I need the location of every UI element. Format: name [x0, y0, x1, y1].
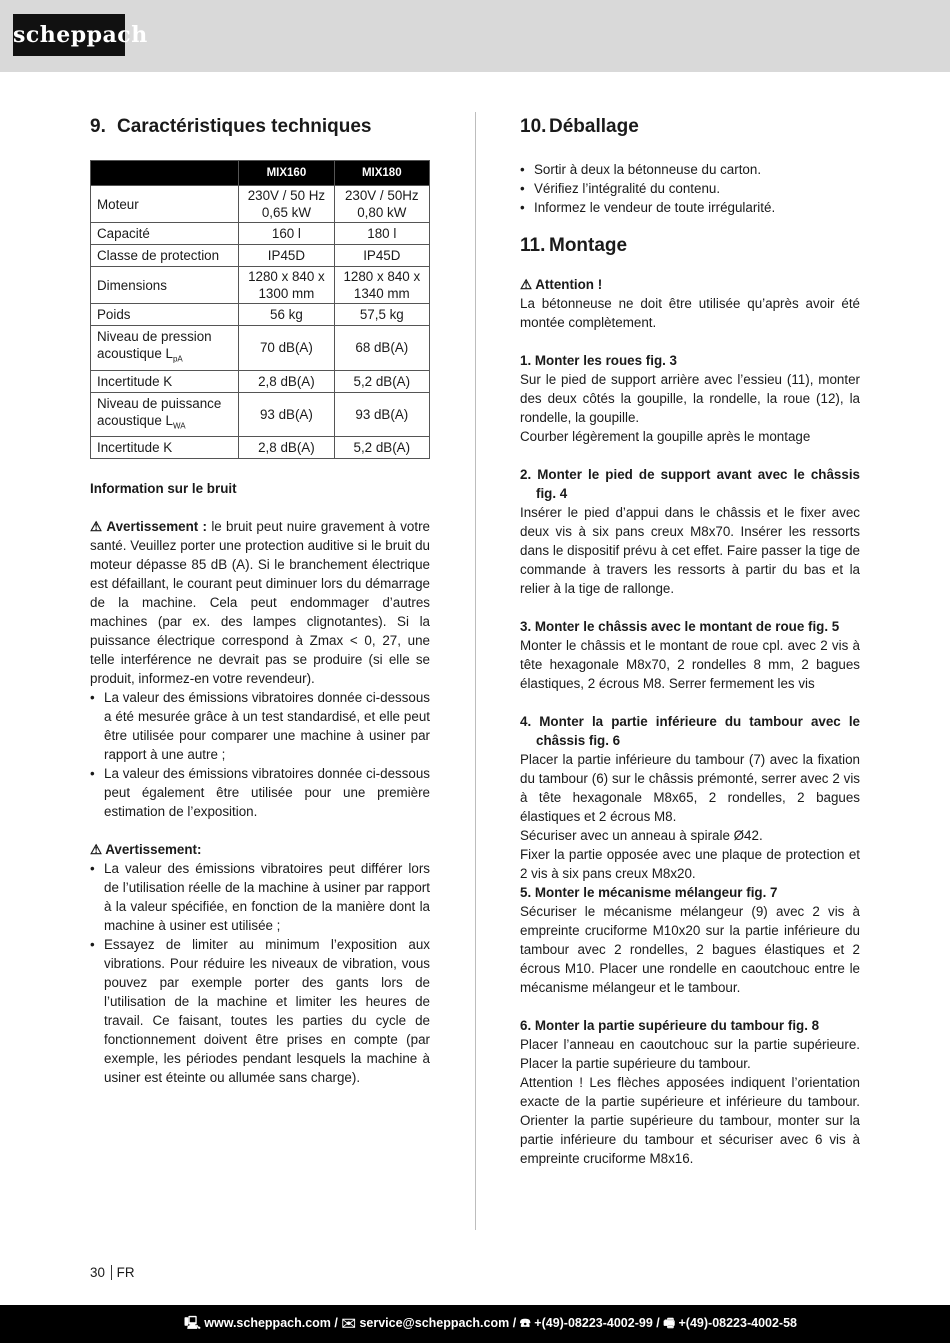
- table-row: [91, 223, 430, 245]
- list-item: • La valeur des émissions vibratoires donnée ci-dessous a été mesurée grâce à un test standardisé, et elle peut être utilisée pour comparer une machine à usiner par rapport à une autre ;: [90, 688, 430, 764]
- table-row: [91, 370, 430, 392]
- page-number: [90, 1265, 135, 1280]
- cell-mix180: 5,2 dB(A): [334, 370, 429, 392]
- list-item: • La valeur des émissions vibratoires peut différer lors de l’utilisation réelle de la machine à usiner par rapport à la valeur spécifiée, en fonction de la manière dont la machine à usiner est utilisée ;: [90, 859, 430, 935]
- list-item: • Vérifiez l’intégralité du contenu.: [520, 179, 860, 198]
- step-6-text: Placer l’anneau en caoutchouc sur la partie supérieure. Placer la partie supérieure du tambour.: [520, 1037, 860, 1071]
- row-label: Poids: [91, 304, 239, 326]
- row-label: Dimensions: [91, 267, 239, 304]
- fax-number: +(49)-08223-4002-58: [678, 1316, 797, 1330]
- warning-2-label: ⚠ Avertissement:: [90, 842, 202, 858]
- table-row: [91, 392, 430, 437]
- table-row: [91, 326, 430, 371]
- cell-mix180: 180 l: [334, 223, 429, 245]
- section-9-heading: [90, 116, 430, 146]
- cell-mix160: 160 l: [239, 223, 334, 245]
- table-header-row: [91, 161, 430, 186]
- footer-contacts: 🖳 www.scheppach.com / ✉ service@scheppach.com / ☎ +(49)-08223-4002-99 / 🖷 +(49)-08223-4002-58: [184, 1316, 797, 1330]
- section-title: Déballage: [549, 116, 639, 137]
- computer-icon: 🖳: [184, 1316, 201, 1330]
- cell-mix160: IP45D: [239, 245, 334, 267]
- step-4-text-2: Sécuriser avec un anneau à spirale Ø42.: [520, 828, 763, 843]
- noise-warning-paragraph: [90, 517, 430, 688]
- step-5-text: Sécuriser le mécanisme mélangeur (9) avec 2 vis à empreinte cruciforme M10x20 sur la partie inférieure du tambour avec 2 rondelles, 2 bagues élastiques et 2 écrous M10. Placer une rondelle en caoutchouc entre le mécanisme mélangeur et le tambour.: [520, 904, 860, 995]
- list-item: • Sortir à deux la bétonneuse du carton.: [520, 160, 860, 179]
- cell-mix160: 2,8 dB(A): [239, 437, 334, 459]
- cell-mix160: 1280 x 840 x 1300 mm: [239, 267, 334, 304]
- table-row: [91, 267, 430, 304]
- section-number: 10.: [520, 116, 547, 137]
- row-label: Incertitude K: [91, 437, 239, 459]
- header-bar: [0, 0, 950, 72]
- cell-mix160: 56 kg: [239, 304, 334, 326]
- email-icon: ✉: [341, 1316, 356, 1330]
- vibration-list-1: [90, 688, 430, 821]
- left-column: [90, 112, 430, 1087]
- table-header-cell: MIX160: [239, 161, 334, 186]
- row-label-text: Niveau de pression acoustique L: [97, 329, 212, 361]
- cell-mix180: 93 dB(A): [334, 392, 429, 437]
- step-3-title: 3. Monter le châssis avec le montant de roue fig. 5: [520, 619, 840, 634]
- column-divider: [475, 112, 476, 1230]
- list-item: • Informez le vendeur de toute irrégularité.: [520, 198, 860, 217]
- website-link[interactable]: www.scheppach.com: [204, 1316, 331, 1330]
- section-number: 9.: [90, 116, 106, 137]
- table-row: [91, 245, 430, 267]
- brand-logo: scheppach: [13, 14, 125, 56]
- table-row: [91, 437, 430, 459]
- unpack-list: [520, 160, 860, 217]
- warning-label: ⚠ Avertissement :: [90, 519, 207, 535]
- page-language: FR: [111, 1265, 135, 1280]
- row-label-subscript: WA: [172, 421, 186, 431]
- row-label: Capacité: [91, 223, 239, 245]
- cell-mix160: 2,8 dB(A): [239, 370, 334, 392]
- fax-icon: 🖷: [663, 1316, 676, 1330]
- warning-text: le bruit peut nuire gravement à votre santé. Veuillez porter une protection auditive si le bruit du moteur dépasse 85 dB (A). Si le branchement électrique est défaillant, le courant peut diminuer lors du démarrage de la machine. Cela peut endommager d’autres machines (par ex. des lampes clignotantes). Si la puissance électrique correspond à Zmax < 0, 27, une telle interférence ne devrait pas se produire (si elle se produit, informez-en votre revendeur).: [90, 519, 431, 687]
- cell-mix180: IP45D: [334, 245, 429, 267]
- step-1-text: Sur le pied de support arrière avec l’essieu (11), monter des deux côtés la goupille, la rondelle, la roue (12), la rondelle, la goupille.: [520, 372, 860, 425]
- cell-mix180: 5,2 dB(A): [334, 437, 429, 459]
- row-label: Classe de protection: [91, 245, 239, 267]
- attention-label: ⚠ Attention !: [520, 277, 603, 292]
- row-label: Incertitude K: [91, 370, 239, 392]
- phone-icon: ☎: [519, 1316, 531, 1330]
- right-column: [520, 112, 860, 1168]
- spec-table: [90, 160, 430, 459]
- cell-mix180: 1280 x 840 x 1340 mm: [334, 267, 429, 304]
- page-number-value: 30: [90, 1265, 105, 1280]
- step-6-title: 6. Monter la partie supérieure du tambour fig. 8: [520, 1018, 820, 1033]
- list-item: • Essayez de limiter au minimum l’exposition aux vibrations. Pour réduire les niveaux de vibration, vous pouvez par exemple porter des gants lors de l’utilisation de la machine et limiter les heures de travail. Ce faisant, toutes les parties du cycle de fonctionnement doivent être prises en compte (par exemple, les périodes pendant lesquels la machine à usiner est éteinte ou allumée sans charge).: [90, 935, 430, 1087]
- step-2-text: Insérer le pied d’appui dans le châssis et le fixer avec deux vis à six pans creux M8x70. Insérer les ressorts dans le dispositif prévu à cet effet. Faire passer la tige de commande à travers les ressorts à partir du bas et la relier à la tige de rallonge.: [520, 505, 860, 596]
- footer-bar: [0, 1305, 950, 1343]
- cell-mix180: 68 dB(A): [334, 326, 429, 371]
- row-label-subscript: pA: [172, 354, 183, 364]
- phone-number: +(49)-08223-4002-99: [534, 1316, 653, 1330]
- section-number: 11.: [520, 235, 546, 256]
- email-link[interactable]: service@scheppach.com: [359, 1316, 510, 1330]
- table-row: [91, 186, 430, 223]
- attention-text: La bétonneuse ne doit être utilisée qu’après avoir été montée complètement.: [520, 296, 860, 330]
- table-row: [91, 304, 430, 326]
- step-4-text: Placer la partie inférieure du tambour (7) avec la fixation du tambour (6) sur le châssis prémonté, serrer avec 2 vis à tête hexagonale M8x65, 2 rondelles, 2 bagues élastiques et 2 écrous M8.: [520, 752, 860, 824]
- noise-info-title: Information sur le bruit: [90, 481, 237, 497]
- step-2-title: 2. Monter le pied de support avant avec le châssis fig. 4: [520, 467, 860, 501]
- cell-mix160: 70 dB(A): [239, 326, 334, 371]
- cell-mix180: 57,5 kg: [334, 304, 429, 326]
- step-1-text-2: Courber légèrement la goupille après le montage: [520, 429, 811, 444]
- cell-mix160: 230V / 50 Hz 0,65 kW: [239, 186, 334, 223]
- step-1-title: 1. Monter les roues fig. 3: [520, 353, 678, 368]
- section-title: Caractéristiques techniques: [117, 116, 372, 137]
- table-header-cell: MIX180: [334, 161, 429, 186]
- section-title: Montage: [549, 235, 628, 256]
- step-4-text-3: Fixer la partie opposée avec une plaque de protection et 2 vis à six pans creux M8x20.: [520, 847, 860, 881]
- cell-mix180: 230V / 50Hz 0,80 kW: [334, 186, 429, 223]
- row-label-text: Niveau de puissance acoustique L: [97, 395, 222, 428]
- row-label: [91, 326, 239, 371]
- list-item: • La valeur des émissions vibratoires donnée ci-dessous peut également être utilisée pour une première estimation de l’exposition.: [90, 764, 430, 821]
- vibration-list-2: [90, 859, 430, 1087]
- step-4-title: 4. Monter la partie inférieure du tambour avec le châssis fig. 6: [520, 714, 860, 748]
- section-11-heading: [520, 235, 860, 265]
- step-3-text: Monter le châssis et le montant de roue cpl. avec 2 vis à tête hexagonale M8x70, 2 rondelles 8 mm, 2 bagues élastiques, 2 écrous M8. Serrer fermement les vis: [520, 638, 860, 691]
- section-10-heading: [520, 116, 860, 146]
- table-header-cell: [91, 161, 239, 186]
- step-5-title: 5. Monter le mécanisme mélangeur fig. 7: [520, 885, 778, 900]
- cell-mix160: 93 dB(A): [239, 392, 334, 437]
- row-label: [91, 392, 239, 437]
- step-6-text-2: Attention ! Les flèches apposées indiquent l’orientation exacte de la partie supérieure et inférieure du tambour. Orienter la partie supérieure du tambour, monter sur la partie inférieure du tambour et sécuriser avec 6 vis à empreinte cruciforme M8x16.: [520, 1075, 860, 1166]
- row-label: Moteur: [91, 186, 239, 223]
